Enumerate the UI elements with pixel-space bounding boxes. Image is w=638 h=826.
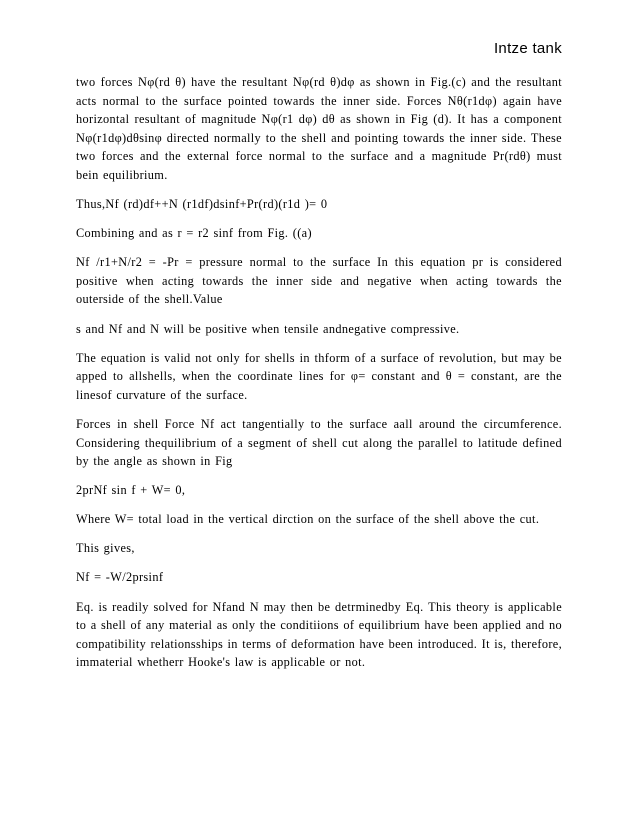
equation-equilibrium: Thus,Nf (rd)df++N (r1df)dsinf+Pr(rd)(r1d )= 0 — [76, 197, 328, 212]
paragraph-forces-resultant: two forces Nφ(rd θ) have the resultant Nφ(rd θ)dφ as shown in Fig.(c) and the resultant acts normal to the surface pointed towards the inner side. Forces Nθ(r1dφ) again have horizontal resultant of magnitude Nφ(r1 dφ) dθ as shown in Fig (d). It has a component Nφ(r1dφ)dθsinφ directed normally to the shell and pointing towards the inner side. These two forces and the external force normal to the surface and a magnitude Pr(rdθ) must bein equilibrium. — [76, 75, 562, 182]
equation-latitude-equilibrium: 2prNf sin f + W= 0, — [76, 483, 186, 498]
equation-nf-result: Nf = -W/2prsinf — [76, 570, 164, 585]
paragraph-tensile-compressive: s and Nf and N will be positive when tensile andnegative compressive. — [76, 321, 460, 336]
paragraph-pressure-normal: Nf /r1+N/r2 = -Pr = pressure normal to the surface In this equation pr is considered positive when acting towards the inner side and negative when acting towards the outerside of the shell.Value — [76, 255, 562, 307]
document-body — [76, 73, 562, 682]
paragraph-equation-validity: The equation is valid not only for shells in thform of a surface of revolution, but may be apped to allshells, when the coordinate lines for φ= constant and θ = constant, are the linesof curvature of the surface. — [76, 350, 562, 402]
paragraph-where-w: Where W= total load in the vertical dirction on the surface of the shell above the cut. — [76, 512, 540, 527]
paragraph-this-gives: This gives, — [76, 541, 135, 556]
running-header: Intze tank — [493, 40, 562, 57]
paragraph-forces-in-shell: Forces in shell Force Nf act tangentially to the surface aall around the circumference. Considering thequilibrium of a segment of shell cut along the parallel to latitude defined by the angle as shown in Fig — [76, 416, 562, 469]
paragraph-combining: Combining and as r = r2 sinf from Fig. ((a) — [76, 226, 312, 241]
paragraph-membrane-theory: Eq. is readily solved for Nfand N may then be detrminedby Eq. This theory is applicable to a shell of any material as only the conditiions of equilibrium have been applied and no compatibility relationsships in terms of deformation have been introduced. It is, therefore, immaterial whetherr Hooke's law is applicable or not. — [76, 599, 562, 670]
